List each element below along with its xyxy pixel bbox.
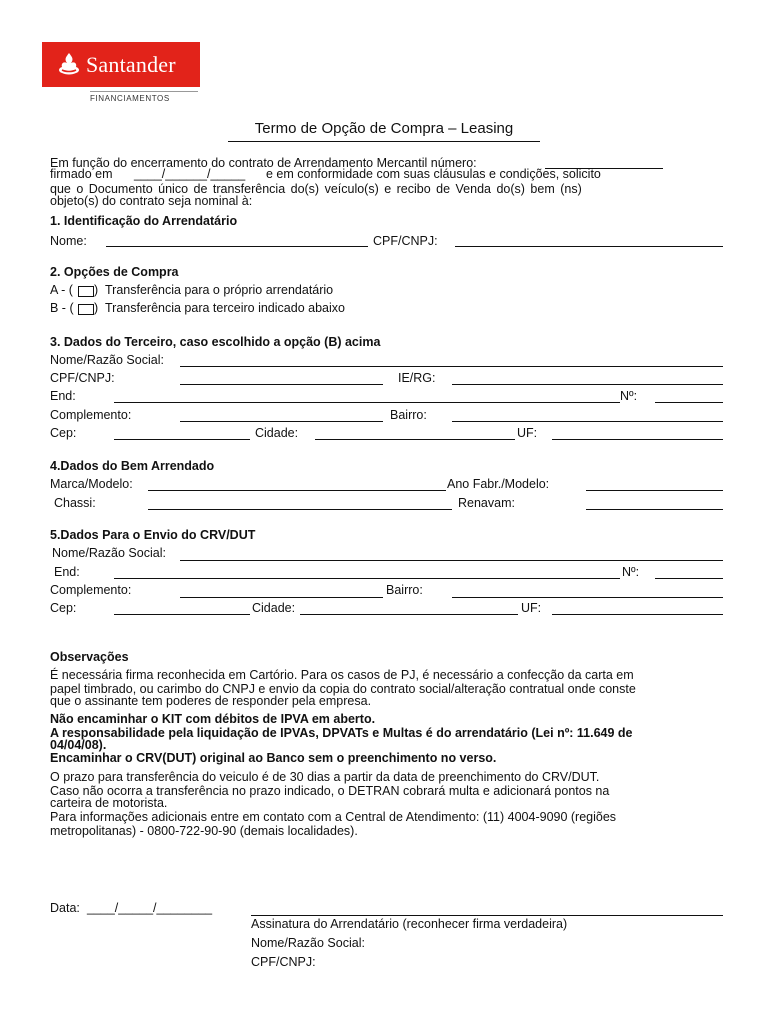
s3-no-label: Nº: [620, 389, 638, 403]
s4-ano-field[interactable] [586, 490, 723, 491]
s3-uf-label: UF: [517, 426, 538, 440]
data-label: Data: [50, 901, 80, 915]
obs-p1-line-2: papel timbrado, ou carimbo do CNPJ e envio da copia do contrato social/alteração contratual onde conste [50, 682, 636, 696]
s4-ano-label: Ano Fabr./Modelo: [447, 477, 550, 491]
obs-warning-2-line-1: A responsabilidade pela liquidação de IPVAs, DPVATs e Multas é do arrendatário (Lei nº: 11.649 de [50, 726, 633, 740]
s3-compl-field[interactable] [180, 421, 383, 422]
sign-cpf-label: CPF/CNPJ: [251, 955, 316, 969]
s5-bairro-label: Bairro: [386, 583, 423, 597]
page-title: Termo de Opção de Compra – Leasing [254, 120, 514, 137]
intro-line-1: Em função do encerramento do contrato de Arrendamento Mercantil número: [50, 156, 477, 170]
title-underline [228, 141, 540, 142]
s1-nome-label: Nome: [50, 234, 87, 248]
s5-uf-field[interactable] [552, 614, 723, 615]
intro-line-2c: e em conformidade com suas cláusulas e condições, solicito [266, 167, 601, 181]
obs-p2-line-4: Para informações adicionais entre em contato com a Central de Atendimento: (11) 4004-9090 (regiões [50, 810, 617, 824]
brand-name: Santander [86, 52, 176, 77]
section-1-heading: 1. Identificação do Arrendatário [50, 214, 238, 228]
s3-cep-label: Cep: [50, 426, 77, 440]
option-b-checkbox[interactable] [78, 304, 94, 315]
option-a-checkbox[interactable] [78, 286, 94, 297]
s3-bairro-label: Bairro: [390, 408, 427, 422]
brand-subtitle: FINANCIAMENTOS [90, 94, 170, 103]
option-b-text: Transferência para terceiro indicado abaixo [105, 301, 345, 315]
section-2-heading: 2. Opções de Compra [50, 265, 179, 279]
s3-end-field[interactable] [114, 402, 620, 403]
s5-no-label: Nº: [622, 565, 640, 579]
signature-line[interactable] [251, 915, 723, 916]
obs-warning-2-line-2: 04/04/08). [50, 738, 107, 752]
flame-icon [56, 51, 82, 77]
s5-bairro-field[interactable] [452, 597, 723, 598]
s3-nome-field[interactable] [180, 366, 723, 367]
s3-nome-label: Nome/Razão Social: [50, 353, 164, 367]
s5-uf-label: UF: [521, 601, 542, 615]
s3-cep-field[interactable] [114, 439, 250, 440]
s1-cpf-field[interactable] [455, 246, 723, 247]
obs-heading: Observações [50, 650, 129, 664]
s5-no-field[interactable] [655, 578, 723, 579]
s3-end-label: End: [50, 389, 76, 403]
option-b-letter: B - ( [50, 301, 74, 315]
s3-bairro-field[interactable] [452, 421, 723, 422]
obs-warning-1: Não encaminhar o KIT com débitos de IPVA em aberto. [50, 712, 376, 726]
s3-ie-label: IE/RG: [398, 371, 436, 385]
s3-cpf-field[interactable] [180, 384, 383, 385]
s3-compl-label: Complemento: [50, 408, 132, 422]
s5-cep-field[interactable] [114, 614, 250, 615]
s3-ie-field[interactable] [452, 384, 723, 385]
obs-p2-line-1: O prazo para transferência do veiculo é de 30 dias a partir da data de preenchimento do CRV/DUT. [50, 770, 600, 784]
s4-chassi-field[interactable] [148, 509, 452, 510]
option-a-text: Transferência para o próprio arrendatário [105, 283, 334, 297]
s5-compl-field[interactable] [180, 597, 383, 598]
intro-line-3: que o Documento único de transferência do(s) veículo(s) e recibo de Venda do(s) bem (ns) [50, 182, 582, 196]
s5-end-label: End: [54, 565, 80, 579]
s4-renavam-field[interactable] [586, 509, 723, 510]
obs-warning-3: Encaminhar o CRV(DUT) original ao Banco sem o preenchimento no verso. [50, 751, 497, 765]
intro-line-4: objeto(s) do contrato seja nominal à: [50, 194, 253, 208]
s3-no-field[interactable] [655, 402, 723, 403]
s3-cidade-label: Cidade: [255, 426, 299, 440]
s5-nome-label: Nome/Razão Social: [52, 546, 166, 560]
data-field[interactable]: ____/_____/________ [87, 901, 213, 915]
s5-end-field[interactable] [114, 578, 620, 579]
s1-nome-field[interactable] [106, 246, 368, 247]
obs-p2-line-3: carteira de motorista. [50, 796, 168, 810]
signature-caption: Assinatura do Arrendatário (reconhecer firma verdadeira) [251, 917, 568, 931]
obs-p1-line-1: É necessária firma reconhecida em Cartório. Para os casos de PJ, é necessário a confecção da carta em [50, 668, 634, 682]
obs-p1-line-3: que o assinante tem poderes de responder pela empresa. [50, 694, 372, 708]
sign-nome-label: Nome/Razão Social: [251, 936, 365, 950]
obs-p2-line-5: metropolitanas) - 0800-722-90-90 (demais localidades). [50, 824, 358, 838]
s4-renavam-label: Renavam: [458, 496, 515, 510]
obs-p2-line-2: Caso não ocorra a transferência no prazo indicado, o DETRAN cobrará multa e adicionará pontos na [50, 784, 610, 798]
section-3-heading: 3. Dados do Terceiro, caso escolhido a opção (B) acima [50, 335, 381, 349]
s1-cpf-label: CPF/CNPJ: [373, 234, 438, 248]
s5-compl-label: Complemento: [50, 583, 132, 597]
s5-cep-label: Cep: [50, 601, 77, 615]
option-a-letter: A - ( [50, 283, 73, 297]
option-a-paren: ) [94, 283, 99, 297]
s4-marca-label: Marca/Modelo: [50, 477, 133, 491]
s5-cidade-field[interactable] [300, 614, 518, 615]
s5-cidade-label: Cidade: [252, 601, 296, 615]
s4-marca-field[interactable] [148, 490, 446, 491]
s3-uf-field[interactable] [552, 439, 723, 440]
santander-logo [42, 42, 200, 87]
logo-divider [90, 91, 198, 92]
s4-chassi-label: Chassi: [54, 496, 96, 510]
s3-cidade-field[interactable] [315, 439, 515, 440]
s5-nome-field[interactable] [180, 560, 723, 561]
s3-cpf-label: CPF/CNPJ: [50, 371, 115, 385]
intro-date-blank[interactable]: ____/______/_____ [134, 167, 246, 181]
section-5-heading: 5.Dados Para o Envio do CRV/DUT [50, 528, 256, 542]
intro-line-2a: firmado em [50, 167, 113, 181]
section-4-heading: 4.Dados do Bem Arrendado [50, 459, 215, 473]
option-b-paren: ) [94, 301, 99, 315]
